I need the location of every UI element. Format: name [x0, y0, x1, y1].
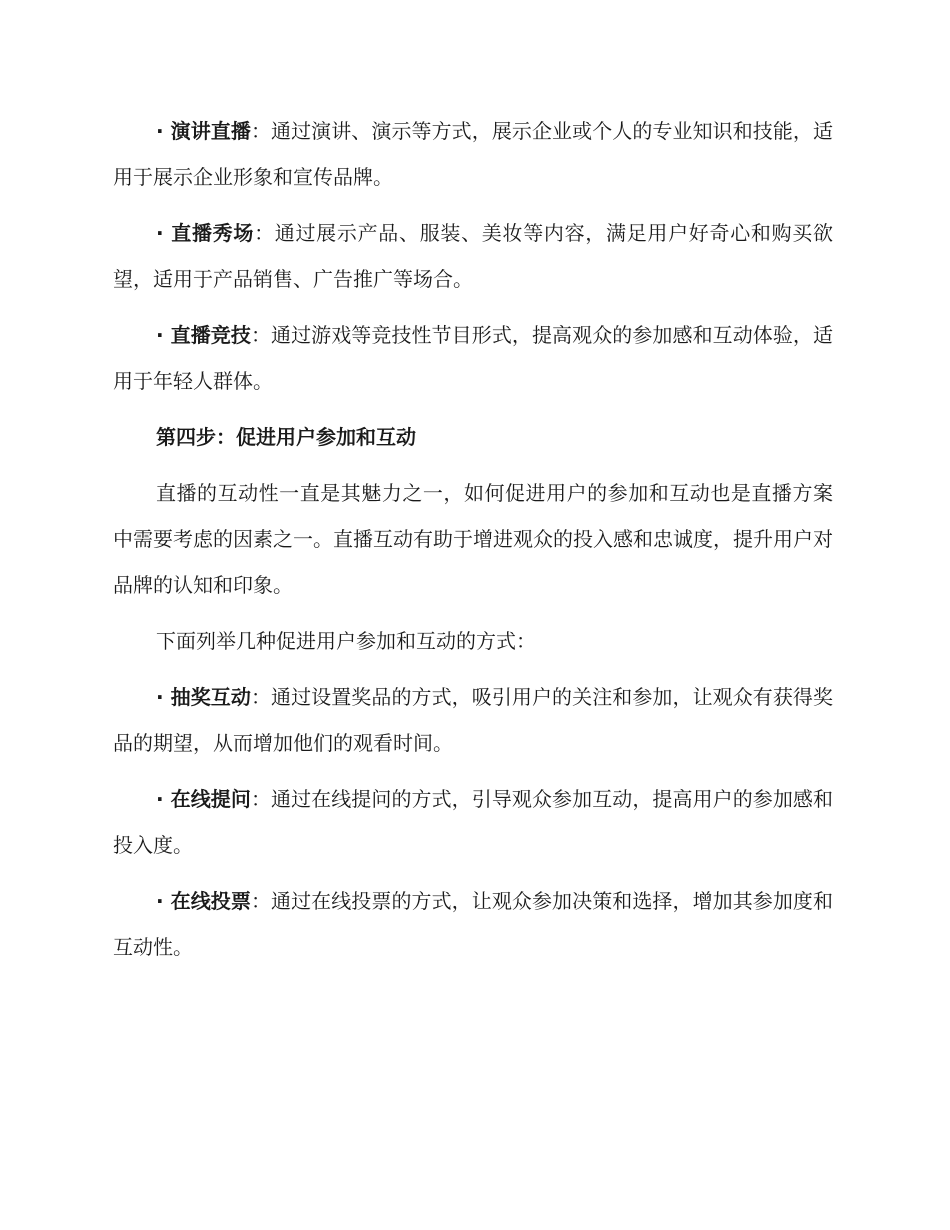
bullet-text: 通过演讲、演示等方式，展示企业或个人的专业知识和技能，适用于展示企业形象和宣传品牌。	[113, 119, 834, 189]
bullet-separator: ：	[250, 323, 272, 347]
bullet-term: 演讲直播	[170, 119, 251, 143]
bullet-paragraph	[113, 776, 833, 868]
bullet-marker: ·	[156, 221, 172, 245]
bullet-paragraph	[113, 312, 833, 404]
bullet-term: 直播竞技	[170, 323, 251, 347]
bullet-separator: ：	[250, 787, 272, 811]
bullet-paragraph	[113, 878, 833, 970]
bullet-separator: ：	[250, 685, 272, 709]
bullet-marker: ·	[156, 889, 171, 913]
bullet-paragraph	[113, 674, 833, 766]
bullet-marker: ·	[156, 323, 171, 347]
bullet-text: 通过设置奖品的方式，吸引用户的关注和参加，让观众有获得奖品的期望，从而增加他们的观看时间。	[113, 685, 834, 755]
bullet-term: 直播秀场	[171, 221, 255, 245]
bullet-marker: ·	[156, 787, 171, 811]
bullet-term: 在线投票	[170, 889, 251, 913]
bullet-term: 抽奖互动	[170, 685, 251, 709]
bullet-text: 通过展示产品、服装、美妆等内容，满足用户好奇心和购买欲望，适用于产品销售、广告推广等场合。	[113, 221, 834, 291]
document-page	[113, 108, 833, 980]
body-paragraph: 下面列举几种促进用户参加和互动的方式：	[156, 629, 536, 653]
section-heading: 第四步：促进用户参加和互动	[156, 425, 416, 449]
bullet-text: 通过在线提问的方式，引导观众参加互动，提高用户的参加感和投入度。	[113, 787, 834, 857]
bullet-separator: ：	[254, 221, 275, 245]
bullet-term: 在线提问	[170, 787, 251, 811]
bullet-separator: ：	[250, 119, 272, 143]
bullet-text: 通过在线投票的方式，让观众参加决策和选择，增加其参加度和互动性。	[113, 889, 834, 959]
bullet-paragraph	[113, 210, 833, 302]
bullet-marker: ·	[156, 685, 171, 709]
bullet-paragraph	[113, 108, 833, 200]
bullet-separator: ：	[250, 889, 272, 913]
bullet-text: 通过游戏等竞技性节目形式，提高观众的参加感和互动体验，适用于年轻人群体。	[113, 323, 834, 393]
bullet-marker: ·	[156, 119, 171, 143]
body-paragraph: 直播的互动性一直是其魅力之一，如何促进用户的参加和互动也是直播方案中需要考虑的因素之一。直播互动有助于增进观众的投入感和忠诚度，提升用户对品牌的认知和印象。	[113, 481, 833, 597]
